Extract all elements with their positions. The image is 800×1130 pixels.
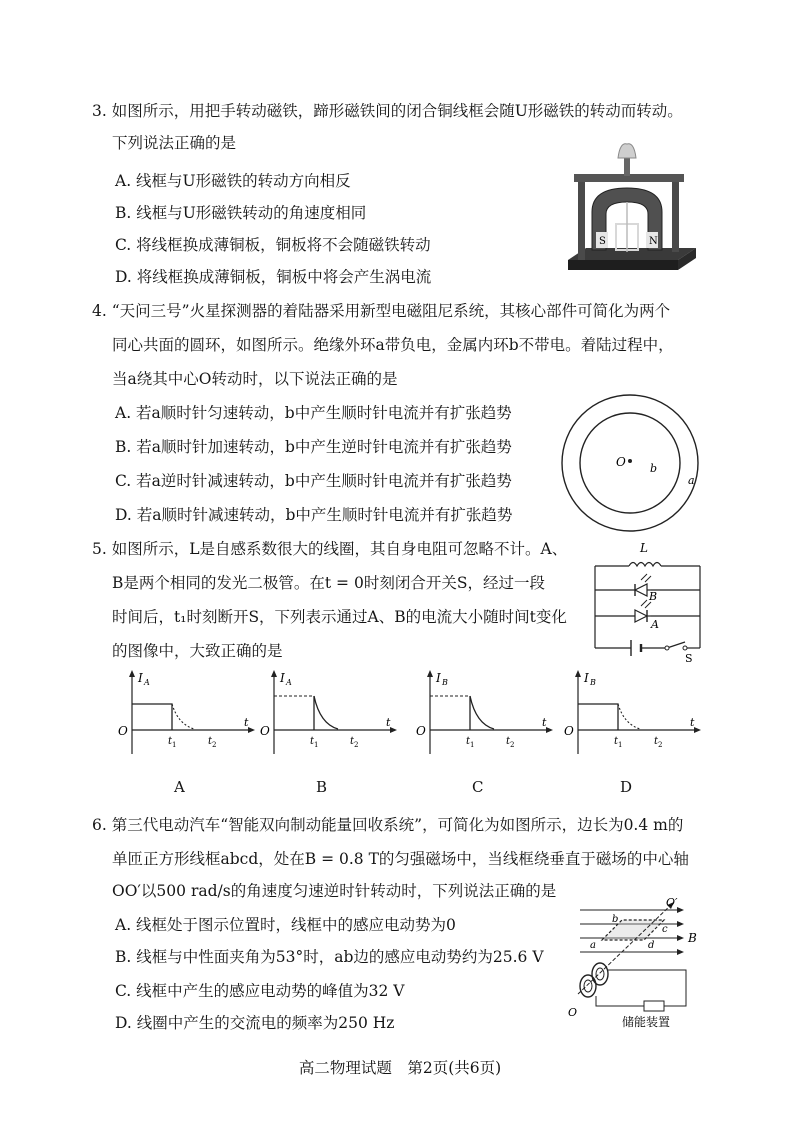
graph-a-t1-sub: 1 [172, 741, 177, 749]
graph-a-ylabel: I [138, 671, 143, 685]
graph-d-ysub: B [590, 678, 596, 687]
q4-option-b: B. 若a顺时针加速转动，b中产生逆时针电流并有扩张趋势 [115, 438, 512, 456]
q5-label-s: S [685, 652, 693, 665]
q6-option-d: D. 线圈中产生的交流电的频率为250 Hz [115, 1014, 395, 1032]
q5-stem-line4: 的图像中，大致正确的是 [112, 642, 283, 660]
graph-d-origin: O [564, 724, 574, 738]
q6-stem-line3: OO′以500 rad/s的角速度匀速逆时针转动时，下列说法正确的是 [112, 882, 557, 900]
graph-d-t1: t [614, 736, 619, 747]
graph-a-ysub: A [144, 678, 150, 687]
graph-d-ylabel: I [584, 671, 589, 685]
graph-d-tlabel: t [690, 716, 695, 729]
graph-c-origin: O [416, 724, 426, 738]
q6-label-o: O [568, 1006, 578, 1019]
q6-label-d: d [648, 940, 655, 951]
q6-label-b-field: B [688, 931, 697, 945]
q3-option-c: C. 将线框换成薄铜板，铜板将不会随磁铁转动 [115, 236, 431, 254]
graph-c-t2: t [506, 736, 511, 747]
q4-label-b: b [650, 462, 658, 475]
q4-option-d: D. 若a顺时针减速转动，b中产生顺时针电流并有扩张趋势 [115, 506, 513, 524]
q4-rings-figure [560, 388, 710, 538]
q4-stem-line2: 同心共面的圆环，如图所示。绝缘外环a带负电，金属内环b不带电。着陆过程中， [112, 336, 674, 354]
graph-a-t2: t [208, 736, 213, 747]
q5-graph-b [258, 668, 398, 758]
graph-b-caption: B [316, 778, 328, 796]
q6-stem-line1: 6. 第三代电动汽车“智能双向制动能量回收系统”，可简化为如图所示，边长为0.4 m的 [92, 816, 684, 834]
q6-generator-figure [560, 898, 710, 1033]
graph-c-ysub: B [442, 678, 448, 687]
q3-option-a: A. 线框与U形磁铁的转动方向相反 [115, 172, 351, 190]
graph-b-t2-sub: 2 [354, 741, 359, 749]
q4-option-c: C. 若a逆时针减速转动，b中产生顺时针电流并有扩张趋势 [115, 472, 512, 490]
graph-b-t1-sub: 1 [314, 741, 319, 749]
graph-d-t2-sub: 2 [658, 741, 663, 749]
q3-option-d: D. 将线框换成薄铜板，铜板中将会产生涡电流 [115, 268, 432, 286]
q5-stem-line1: 5. 如图所示，L是自感系数很大的线圈，其自身电阻可忽略不计。A、 [92, 540, 568, 558]
graph-c-ylabel: I [436, 671, 441, 685]
graph-d-t2: t [654, 736, 659, 747]
q5-stem-line2: B是两个相同的发光二极管。在t = 0时刻闭合开关S，经过一段 [112, 574, 545, 592]
graph-b-ylabel: I [280, 671, 285, 685]
q6-stem-line2: 单匝正方形线框abcd，处在B = 0.8 T的匀强磁场中，当线框绕垂直于磁场的中心轴 [112, 850, 689, 868]
q3-stem-line2: 下列说法正确的是 [112, 134, 237, 152]
q5-label-l: L [640, 541, 648, 555]
q3-stem-line1: 3. 如图所示，用把手转动磁铁，蹄形磁铁间的闭合铜线框会随U形磁铁的转动而转动。 [92, 102, 683, 120]
q4-option-a: A. 若a顺时针匀速转动，b中产生顺时针电流并有扩张趋势 [115, 404, 512, 422]
q6-option-b: B. 线框与中性面夹角为53°时，ab边的感应电动势约为25.6 V [115, 948, 544, 966]
graph-a-t1: t [168, 736, 173, 747]
center-point [628, 459, 632, 463]
q3-pole-n: N [649, 236, 658, 247]
graph-b-t1: t [310, 736, 315, 747]
graph-b-origin: O [260, 724, 270, 738]
graph-a-tlabel: t [244, 716, 249, 729]
q6-option-c: C. 线框中产生的感应电动势的峰值为32 V [115, 982, 405, 1000]
q6-label-b: b [612, 914, 619, 925]
q5-graph-c [414, 668, 554, 758]
q6-label-c: c [662, 924, 668, 935]
graph-c-caption: C [472, 778, 484, 796]
graph-c-tlabel: t [542, 716, 547, 729]
q6-label-storage: 储能装置 [622, 1015, 671, 1029]
graph-c-t2-sub: 2 [510, 741, 515, 749]
q3-pole-s: S [599, 236, 606, 247]
q3-magnet-figure [560, 140, 700, 285]
q5-circuit [585, 540, 715, 665]
graph-a-origin: O [118, 724, 128, 738]
page-footer: 高二物理试题 第2页(共6页) [298, 1059, 502, 1077]
q5-label-b: B [649, 590, 658, 603]
q5-label-a: A [651, 618, 659, 631]
graph-a-caption: A [174, 778, 185, 796]
q5-graph-d [562, 668, 702, 758]
graph-b-ysub: A [286, 678, 292, 687]
graph-b-t2: t [350, 736, 355, 747]
graph-c-t1-sub: 1 [470, 741, 475, 749]
q4-label-o: O [616, 455, 626, 469]
q3-option-b: B. 线框与U形磁铁转动的角速度相同 [115, 204, 367, 222]
graph-a-t2-sub: 2 [212, 741, 217, 749]
q5-stem-line3: 时间后，t₁时刻断开S，下列表示通过A、B的电流大小随时间t变化 [112, 608, 567, 626]
graph-d-caption: D [620, 778, 633, 796]
q4-stem-line3: 当a绕其中心O转动时，以下说法正确的是 [112, 370, 398, 388]
q4-stem-line1: 4. “天问三号”火星探测器的着陆器采用新型电磁阻尼系统，其核心部件可简化为两个 [92, 302, 671, 320]
q4-label-a: a [688, 474, 695, 487]
graph-c-t1: t [466, 736, 471, 747]
graph-d-t1-sub: 1 [618, 741, 623, 749]
q6-option-a: A. 线框处于图示位置时，线框中的感应电动势为0 [115, 916, 456, 934]
q5-graph-a [116, 668, 256, 758]
q6-label-o-prime: O′ [666, 898, 678, 909]
q6-label-a: a [590, 940, 596, 951]
graph-b-tlabel: t [386, 716, 391, 729]
